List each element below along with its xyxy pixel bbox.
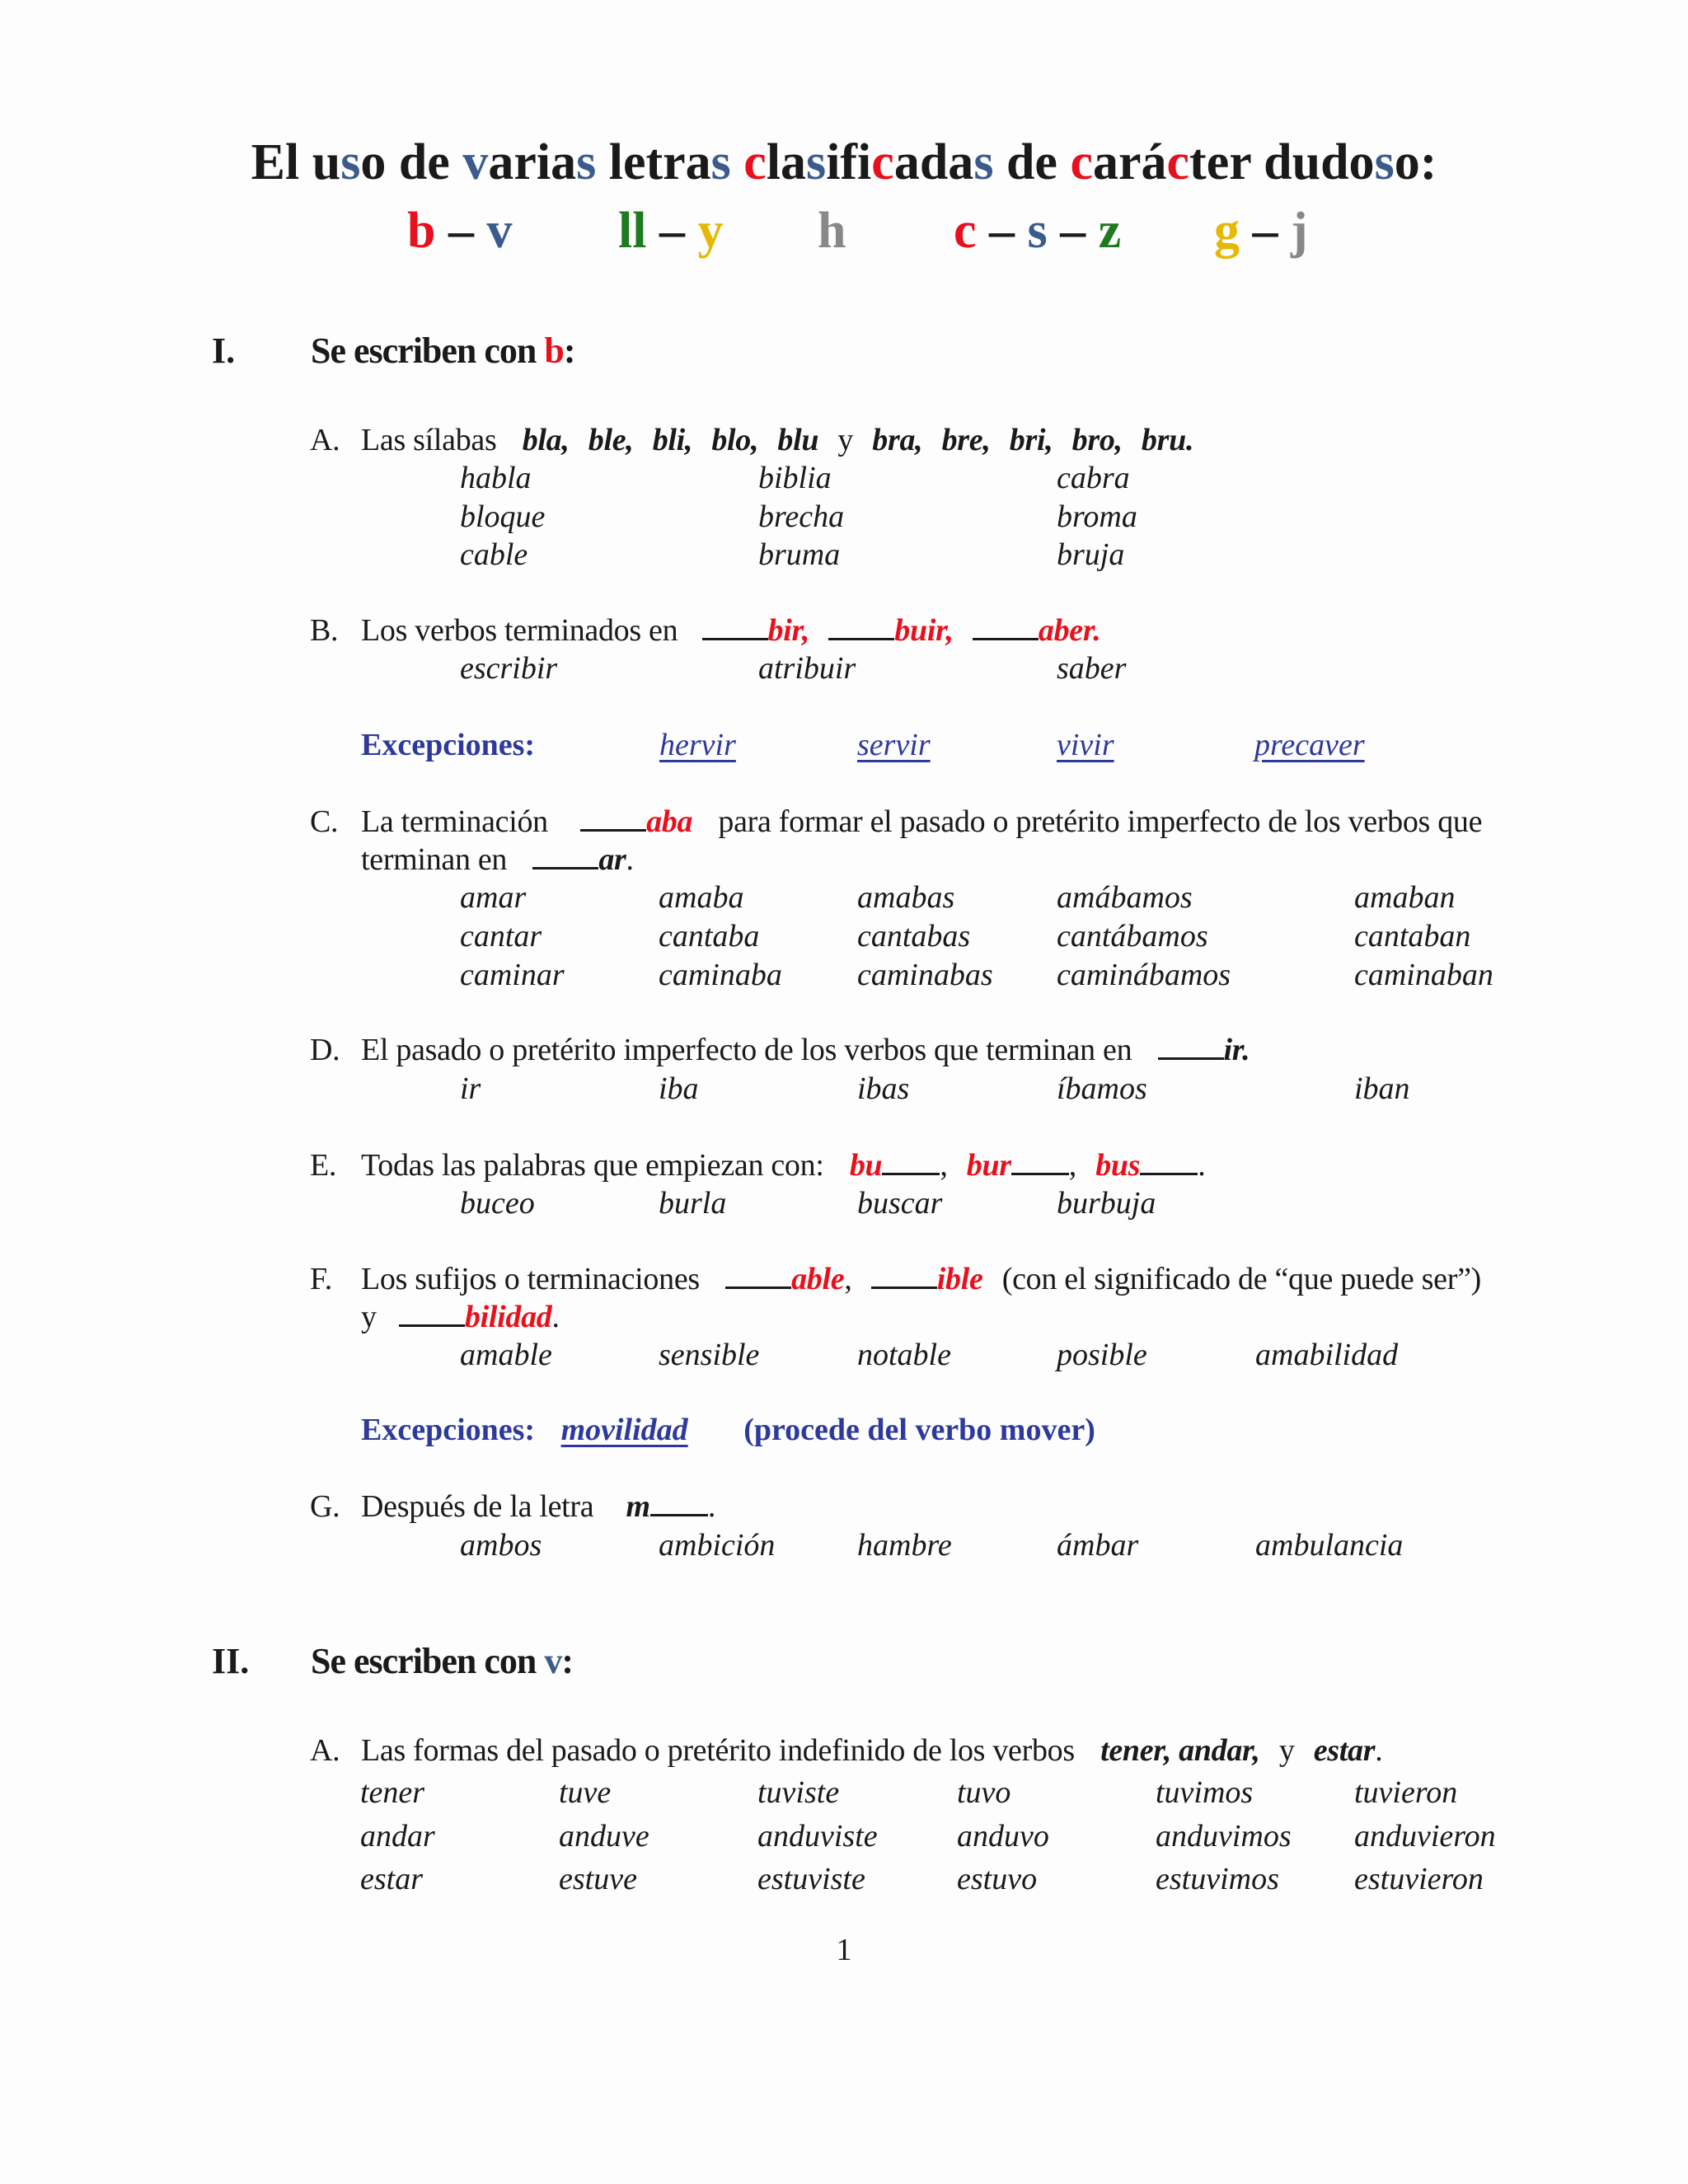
example-word: amaba	[659, 880, 744, 915]
exceptions-2	[361, 1412, 1350, 1450]
example-word: anduviste	[757, 1819, 878, 1854]
example-row	[460, 918, 1655, 956]
exception-word: servir	[857, 728, 931, 762]
section-number: I.	[212, 330, 236, 371]
suffix: ible	[936, 1262, 983, 1296]
blank-line	[399, 1300, 465, 1327]
item-intro: y	[361, 1300, 377, 1334]
item-label: C.	[310, 804, 339, 839]
exceptions-row	[659, 727, 1566, 765]
example-word: estuvo	[957, 1862, 1038, 1896]
example-word: tuvo	[957, 1775, 1011, 1810]
example-word: anduvo	[957, 1819, 1049, 1854]
blank-line	[580, 804, 646, 832]
ending: aba	[646, 804, 693, 839]
dash: –	[1047, 203, 1099, 259]
example-word: hambre	[857, 1528, 952, 1563]
ending: bir,	[767, 613, 810, 648]
blank-line	[1011, 1148, 1069, 1175]
item-intro: Las formas del pasado o pretérito indefinido de los verbos	[361, 1733, 1075, 1768]
title-part: s	[973, 134, 994, 190]
group-g-j	[1214, 202, 1308, 260]
ending: buir,	[894, 613, 954, 648]
period: .	[551, 1300, 560, 1334]
blank-line	[702, 613, 768, 640]
letter-c: c	[954, 203, 977, 259]
example-word: caminaban	[1354, 958, 1493, 992]
letter: m	[626, 1489, 650, 1524]
item-label: A.	[310, 423, 340, 457]
document-title	[0, 134, 1688, 191]
group-ll-y	[618, 202, 723, 260]
exceptions-label: Excepciones:	[361, 728, 536, 762]
letter-y: y	[697, 203, 724, 259]
item-c-line2	[310, 841, 1629, 879]
title-part: ter dudo	[1189, 134, 1375, 190]
example-word: amaban	[1354, 880, 1456, 915]
example-word: cable	[460, 537, 528, 572]
section-number: II.	[212, 1641, 250, 1681]
example-word: buscar	[857, 1186, 943, 1221]
example-word: anduvimos	[1156, 1819, 1292, 1854]
example-word: escribir	[460, 651, 558, 686]
item-text-cont: para formar el pasado o pretérito imperfecto de los verbos que	[718, 804, 1483, 839]
item-label: B.	[310, 613, 339, 648]
example-word: biblia	[758, 461, 832, 495]
example-word: amabas	[857, 880, 955, 915]
syllable: bro,	[1071, 423, 1123, 457]
blank-line	[973, 613, 1039, 640]
syllable: bli,	[652, 423, 693, 457]
verb: estar	[1313, 1733, 1376, 1768]
item-text	[361, 1299, 560, 1335]
example-word: anduve	[559, 1819, 649, 1854]
example-word: sensible	[659, 1338, 760, 1372]
example-word: ámbar	[1057, 1528, 1139, 1563]
title-part: letra	[596, 134, 711, 190]
verbs: tener, andar,	[1100, 1733, 1260, 1768]
example-word: tuviste	[757, 1775, 840, 1810]
title-part: aria	[488, 134, 577, 190]
group-b-v	[407, 202, 512, 260]
exception-word: precaver	[1254, 728, 1365, 762]
item-intro: Después de la letra	[361, 1489, 594, 1524]
item-intro: Las sílabas	[361, 423, 497, 457]
blank-line	[828, 613, 894, 640]
example-word: brecha	[758, 499, 845, 534]
dash: –	[1240, 203, 1291, 259]
example-word: andar	[360, 1819, 435, 1854]
item-text	[361, 612, 1100, 649]
section-title	[311, 1640, 573, 1682]
example-word: estuvimos	[1156, 1862, 1279, 1896]
prefix: bu	[849, 1148, 883, 1183]
section-letter: b	[544, 330, 564, 371]
ending: aber.	[1038, 613, 1101, 648]
item-intro: La terminación	[361, 804, 548, 839]
title-part: c	[743, 134, 767, 190]
title-part: v	[462, 134, 489, 190]
example-word: anduvieron	[1354, 1819, 1496, 1854]
example-word: íbamos	[1057, 1071, 1147, 1106]
item-label: A.	[310, 1733, 340, 1768]
blank-line	[1140, 1148, 1198, 1175]
example-word: caminaba	[659, 958, 782, 992]
exception-note: (procede del verbo mover)	[743, 1413, 1095, 1447]
item-intro: Todas las palabras que empiezan con:	[361, 1148, 824, 1183]
letter-g: g	[1214, 203, 1240, 259]
example-word: amabilidad	[1255, 1338, 1399, 1372]
section-text: Se escriben con	[311, 330, 545, 371]
exception-word: movilidad	[560, 1413, 688, 1447]
item-label: E.	[310, 1148, 337, 1183]
example-row	[460, 879, 1655, 917]
title-part: la	[766, 134, 807, 190]
example-row	[460, 460, 1614, 498]
example-row	[460, 499, 1614, 537]
letter-ll: ll	[618, 203, 647, 259]
example-word: estuve	[559, 1862, 637, 1896]
syllable: blo,	[711, 423, 759, 457]
example-row	[360, 1818, 1597, 1856]
page-number: 1	[836, 1933, 852, 1967]
item-2a	[310, 1732, 1629, 1770]
title-part: o:	[1394, 134, 1437, 190]
example-word: tuvieron	[1354, 1775, 1458, 1810]
example-word: estuvieron	[1354, 1862, 1484, 1896]
syllable: bru.	[1141, 423, 1194, 457]
ending: ir.	[1223, 1033, 1250, 1067]
example-word: amábamos	[1057, 880, 1193, 915]
example-word: cantabas	[857, 919, 971, 954]
item-f	[310, 1261, 1629, 1299]
title-part: o de	[360, 134, 463, 190]
period: .	[1375, 1733, 1383, 1768]
title-part: c	[871, 134, 894, 190]
item-d	[310, 1032, 1629, 1070]
conjunction: y	[1278, 1733, 1295, 1768]
item-intro: terminan en	[361, 842, 508, 877]
title-part: ará	[1092, 134, 1167, 190]
title-part: ada	[893, 134, 974, 190]
example-word: tuvimos	[1156, 1775, 1254, 1810]
section-colon: :	[563, 330, 575, 371]
example-row	[460, 650, 1614, 688]
title-part: s	[576, 134, 597, 190]
example-word: buceo	[460, 1186, 535, 1221]
example-word: bruja	[1057, 537, 1125, 572]
syllable: bla,	[522, 423, 570, 457]
section-title	[311, 330, 575, 372]
syllable: bri,	[1009, 423, 1053, 457]
ending: ar	[598, 842, 626, 877]
letter-z: z	[1098, 203, 1122, 259]
example-row	[460, 1527, 1655, 1565]
example-word: iba	[659, 1071, 699, 1106]
example-word: cabra	[1057, 461, 1130, 495]
title-part: s	[1374, 134, 1395, 190]
example-word: cantar	[460, 919, 542, 954]
blank-line	[882, 1148, 940, 1175]
example-word: habla	[460, 461, 532, 495]
title-part: s	[340, 134, 361, 190]
example-word: amable	[460, 1338, 552, 1372]
example-word: tener	[360, 1775, 425, 1810]
item-f-line2	[310, 1299, 1629, 1337]
exception-word: hervir	[659, 728, 736, 762]
example-word: caminabas	[857, 958, 993, 992]
example-word: ambición	[659, 1528, 776, 1563]
item-label: D.	[310, 1033, 340, 1067]
title-part: El u	[251, 134, 341, 190]
example-word: saber	[1057, 651, 1127, 686]
item-text: Después de la letra m .	[361, 1489, 716, 1524]
title-part	[731, 134, 744, 190]
example-word: burla	[659, 1186, 727, 1221]
suffix: able	[791, 1262, 845, 1296]
example-row	[460, 1185, 1655, 1223]
prefix: bur	[966, 1148, 1011, 1183]
title-part: ifi	[826, 134, 872, 190]
example-row	[460, 957, 1655, 995]
letter-s: s	[1027, 203, 1048, 259]
group-c-s-z	[954, 202, 1121, 260]
item-text: Todas las palabras que empiezan con: bu , bur , bus .	[361, 1148, 1206, 1183]
syllable: ble,	[588, 423, 634, 457]
section-letter: v	[544, 1641, 562, 1681]
exception-word: vivir	[1057, 728, 1114, 762]
example-row	[360, 1861, 1597, 1899]
item-b	[310, 612, 1629, 650]
example-word: atribuir	[758, 651, 856, 686]
example-word: posible	[1057, 1338, 1147, 1372]
item-text	[361, 841, 634, 878]
item-e	[310, 1147, 1629, 1185]
example-row	[360, 1774, 1597, 1812]
example-word: ibas	[857, 1071, 910, 1106]
example-word: iban	[1354, 1071, 1410, 1106]
conjunction: y	[837, 423, 854, 457]
letter-h: h	[818, 203, 846, 259]
example-word: cantaban	[1354, 919, 1471, 954]
item-text	[361, 804, 1482, 840]
example-word: bloque	[460, 499, 546, 534]
example-word: broma	[1057, 499, 1137, 534]
syllable: bre,	[941, 423, 991, 457]
example-word: cantábamos	[1057, 919, 1208, 954]
example-word: ambulancia	[1255, 1528, 1404, 1563]
example-row	[460, 1071, 1655, 1108]
example-word: caminábamos	[1057, 958, 1231, 992]
period: .	[626, 842, 634, 877]
title-part: c	[1166, 134, 1190, 190]
item-text	[361, 1032, 1250, 1068]
section-text: Se escriben con	[311, 1641, 545, 1681]
item-text	[361, 422, 1193, 458]
item-text: Los sufijos o terminaciones able, ible (con el significado de “que puede ser”)	[361, 1262, 1481, 1296]
item-text-cont: (con el significado de “que puede ser”)	[1001, 1262, 1481, 1296]
section-colon: :	[561, 1641, 574, 1681]
title-part: s	[806, 134, 827, 190]
title-part: de	[993, 134, 1071, 190]
item-g	[310, 1488, 1629, 1526]
section-1-heading	[212, 330, 706, 375]
example-word: estar	[360, 1862, 423, 1896]
prefix: bus	[1095, 1148, 1141, 1183]
item-intro: Los sufijos o terminaciones	[361, 1262, 700, 1296]
example-word: ir	[460, 1071, 481, 1106]
blank-line	[725, 1262, 791, 1289]
letter-groups	[0, 202, 1688, 260]
item-a	[310, 422, 1629, 460]
example-word: tuve	[559, 1775, 612, 1810]
example-row	[460, 1337, 1655, 1375]
item-c	[310, 804, 1629, 841]
example-word: cantaba	[659, 919, 760, 954]
exceptions-label: Excepciones:	[361, 1413, 536, 1447]
example-word: estuviste	[757, 1862, 865, 1896]
item-label: F.	[310, 1262, 332, 1296]
suffix: bilidad	[464, 1300, 552, 1334]
example-word: bruma	[758, 537, 841, 572]
example-word: amar	[460, 880, 527, 915]
example-word: burbuja	[1057, 1186, 1156, 1221]
syllable: blu	[777, 423, 819, 457]
syllable: bra,	[872, 423, 923, 457]
blank-line	[1158, 1033, 1224, 1060]
example-word: caminar	[460, 958, 565, 992]
section-2-heading	[212, 1640, 706, 1685]
item-label: G.	[310, 1489, 340, 1524]
dash: –	[976, 203, 1028, 259]
title-part: s	[710, 134, 731, 190]
item-text	[361, 1732, 1382, 1769]
item-intro: Los verbos terminados en	[361, 613, 678, 648]
title-part: c	[1070, 134, 1093, 190]
blank-line	[532, 842, 598, 869]
item-intro: El pasado o pretérito imperfecto de los verbos que terminan en	[361, 1033, 1132, 1067]
letter-j: j	[1291, 203, 1308, 259]
example-word: ambos	[460, 1528, 542, 1563]
letter-b: b	[407, 203, 436, 259]
dash: –	[435, 203, 487, 259]
example-row	[460, 537, 1614, 574]
example-word: notable	[857, 1338, 951, 1372]
blank-line	[650, 1489, 708, 1516]
dash: –	[646, 203, 698, 259]
blank-line	[871, 1262, 937, 1289]
letter-v: v	[486, 203, 513, 259]
